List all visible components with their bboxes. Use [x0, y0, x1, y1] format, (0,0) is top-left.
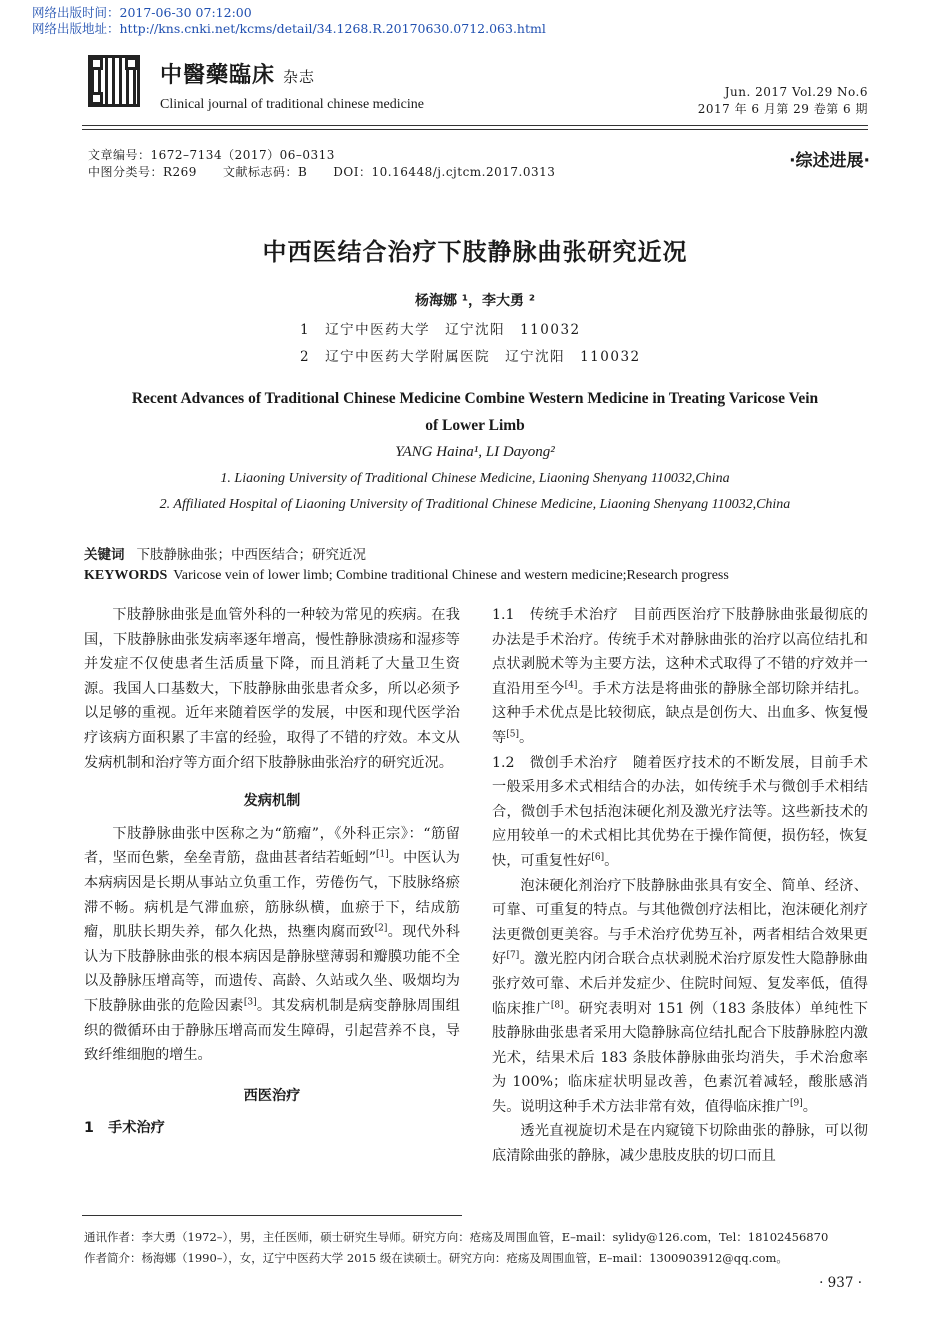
header-divider-thin: [82, 129, 868, 130]
body-column-right: [492, 603, 868, 1169]
journal-name-suffix: 杂志: [283, 68, 316, 86]
footnote-author-bio: 作者简介：杨海娜（1990–），女，辽宁中医药大学 2015 级在读硕士。研究方向：疮疡及周围血管，E–mail：1300903912@qq.com。: [84, 1251, 788, 1265]
heading-surgery: 1 手术治疗: [84, 1120, 165, 1137]
paper-title-en-line1: Recent Advances of Traditional Chinese Medicine Combine Western Medicine in Treating Varicose Vein: [131, 390, 819, 407]
section-1-1: 1.1 传统手术治疗 目前西医治疗下肢静脉曲张最彻底的办法是手术治疗。传统手术对静脉曲张的治疗以高位结扎和点状剥脱术等为主要方法，这种术式取得了不错的疗效并一直沿用至今[4]。手术方法是将曲张的静脉全部切除并结扎。这种手术优点是比较彻底，缺点是创伤大、出血多、恢复慢等[5]。: [492, 607, 868, 746]
footnote-divider: [82, 1215, 462, 1216]
journal-logo: [160, 58, 315, 89]
intro-paragraph: 下肢静脉曲张是血管外科的一种较为常见的疾病。在我国，下肢静脉曲张发病率逐年增高，慢性静脉溃疡和湿疹等并发症不仅使患者生活质量下降，而且消耗了大量卫生资源。我国人口基数大，下肢静脉曲张患者众多，所以必须予以足够的重视。近年来随着医学的发展，中医和现代医学治疗该病方面积累了丰富的经验，取得了不错的疗效。本文从发病机制和治疗等方面介绍下肢静脉曲张治疗的研究近况。: [84, 607, 460, 771]
pathogenesis-paragraph: 下肢静脉曲张中医称之为“筋瘤”，《外科正宗》：“筋留者，坚而色紫，垒垒青筋，盘曲甚者结若蚯蚓”[1]。中医认为本病病因是长期从事站立负重工作，劳倦伤气，下肢脉络瘀滞不畅。病机是气滞血瘀，筋脉纵横，血瘀于下，结成筋瘤，肌肤长期失养，郁久化热，热壅肉腐而致[2]。现代外科认为下肢静脉曲张的根本病因是静脉壁薄弱和瓣膜功能不全以及静脉压增高等，而遗传、高龄、久站或久坐、吸烟均为下肢静脉曲张的危险因素[3]。其发病机制是病变静脉周围组织的微循环由于静脉压增高而发生障碍，引起营养不良，导致纤维细胞的增生。: [84, 825, 460, 1064]
affiliation-en-2: 2. Affiliated Hospital of Liaoning University of Traditional Chinese Medicine, Liaoning Shenyang 110032,China: [159, 497, 791, 512]
heading-pathogenesis: 发病机制: [243, 793, 301, 810]
paper-title-cn: 中西医结合治疗下肢静脉曲张研究近况: [262, 238, 688, 266]
online-publish-url[interactable]: 网络出版地址：http://kns.cnki.net/kcms/detail/34.1268.R.20170630.0712.063.html: [32, 21, 546, 36]
affiliation-cn-2: 2 辽宁中医药大学附属医院 辽宁沈阳 110032: [300, 349, 641, 365]
authors-cn: 杨海娜 ¹，李大勇 ²: [414, 293, 535, 309]
affiliation-en-1: 1. Liaoning University of Traditional Chinese Medicine, Liaoning Shenyang 110032,China: [220, 471, 730, 486]
citation[interactable]: [6]: [591, 852, 605, 863]
citation[interactable]: [9]: [789, 1098, 803, 1109]
article-meta: [88, 147, 581, 181]
paper-title-en-line2: of Lower Limb: [425, 417, 525, 434]
keywords-en-label: KEYWORDS: [84, 568, 168, 583]
header-divider: [82, 125, 868, 126]
citation[interactable]: [1]: [376, 849, 389, 860]
authors-en: YANG Haina¹, LI Dayong²: [395, 444, 555, 460]
citation[interactable]: [8]: [550, 999, 564, 1010]
column-tag: ·综述进展·: [789, 151, 870, 171]
issue-en: Jun. 2017 Vol.29 No.6: [724, 85, 868, 99]
citation[interactable]: [3]: [243, 997, 257, 1008]
footnote-corresponding-author: 通讯作者：李大勇（1972–），男，主任医师，硕士研究生导师。研究方向：疮疡及周围血管，E–mail：sylidy@126.com，Tel：18102456870: [84, 1230, 829, 1244]
keywords-en-text: Varicose vein of lower limb; Combine traditional Chinese and western medicine;Research progress: [173, 568, 729, 583]
document-code: 文献标志码：B: [222, 165, 308, 179]
section-1-2: 1.2 微创手术治疗 随着医疗技术的不断发展，目前手术一般采用多术式相结合的办法，如传统手术与微创手术相结合，微创手术包括泡沫硬化剂及激光疗法等。这些新技术的应用较单一的术式相比其优势在于操作简便，损伤轻，恢复快，可重复性好[6]。: [492, 754, 868, 869]
doi: DOI：10.16448/j.cjtcm.2017.0313: [333, 165, 556, 179]
online-publish-time: 网络出版时间：2017-06-30 07:12:00: [32, 5, 252, 20]
keywords-cn-text: 下肢静脉曲张；中西医结合；研究近况: [136, 547, 366, 563]
issue-info: [698, 84, 868, 118]
affiliation-cn-1: 1 辽宁中医药大学 辽宁沈阳 110032: [300, 322, 581, 338]
journal-name-en: Clinical journal of traditional chinese medicine: [160, 97, 424, 112]
citation[interactable]: [2]: [374, 923, 388, 934]
keywords-cn: [84, 543, 366, 563]
journal-name-cn: 中醫藥臨床: [160, 62, 276, 88]
qr-code-icon: [88, 55, 140, 107]
citation[interactable]: [5]: [506, 729, 519, 740]
heading-western-treatment: 西医治疗: [243, 1087, 301, 1104]
issue-cn: 2017 年 6 月第 29 卷第 6 期: [697, 102, 868, 116]
article-number: 文章编号：1672–7134（2017）06–0313: [88, 148, 335, 162]
keywords-en: [84, 568, 729, 584]
page-number: · 937 ·: [819, 1275, 862, 1291]
citation[interactable]: [4]: [564, 680, 578, 691]
citation[interactable]: [7]: [506, 950, 520, 961]
transillumination-paragraph: 透光直视旋切术是在内窥镜下切除曲张的静脉，可以彻底清除曲张的静脉，减少患肢皮肤的切口而且: [492, 1123, 868, 1165]
foam-sclerotherapy-paragraph: 泡沫硬化剂治疗下肢静脉曲张具有安全、简单、经济、可靠、可重复的特点。与其他微创疗法相比，泡沫硬化剂疗法更微创更美容。与手术治疗优势互补，两者相结合效果更好[7]。激光腔内闭合联合点状剥脱术治疗原发性大隐静脉曲张疗效可靠、术后并发症少、住院时间短、复发率低，值得临床推广[8]。研究表明对 151 例（183 条肢体）单纯性下肢静脉曲张患者采用大隐静脉高位结扎配合下肢静脉腔内激光术，结果术后 183 条肢体静脉曲张均消失，手术治愈率为 100%；临床症状明显改善，色素沉着减轻，酸胀感消失。说明这种手术方法非常有效，值得临床推广[9]。: [492, 877, 868, 1115]
paper-title-en: [80, 385, 870, 439]
body-column-left: [84, 603, 460, 1141]
class-number: 中图分类号：R269: [88, 165, 197, 179]
keywords-cn-label: 关键词: [84, 547, 125, 563]
